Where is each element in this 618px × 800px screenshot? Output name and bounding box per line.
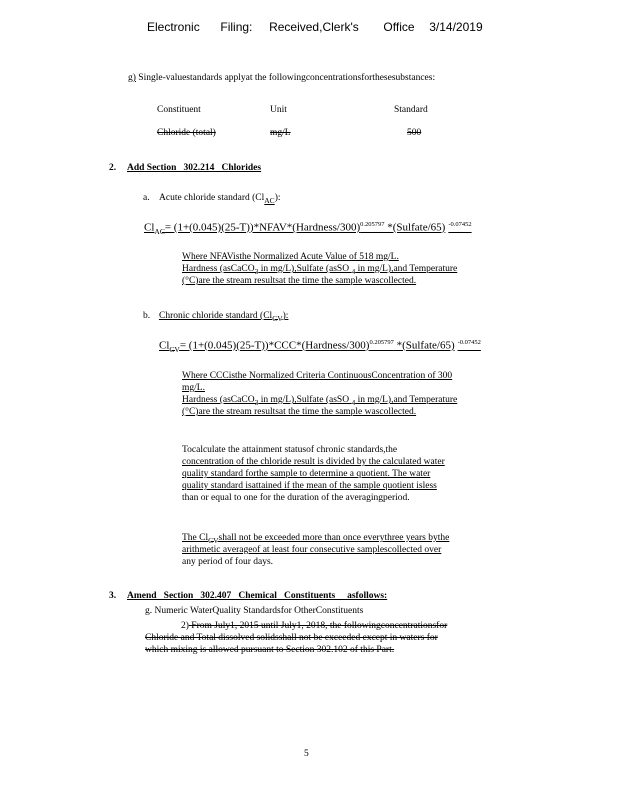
item-g-intro (128, 73, 435, 83)
exceedance-line-2: arithmetic averageof at least four consecutive samplescollected over (182, 545, 442, 555)
chronic-hardness-line (182, 394, 457, 406)
exceedance-line-3: any period of four days. (182, 557, 274, 567)
table-header-standard: Standard (394, 105, 428, 115)
acute-formula-sub: AC (154, 226, 165, 236)
attainment-line-3: quality standard forthe sample to determine a quotient. The water (182, 469, 431, 479)
item-g-marker: g) (128, 73, 136, 83)
section-3-number: 3. (109, 591, 117, 601)
chronic-where-block (182, 370, 457, 418)
filing-header (147, 20, 483, 34)
item-b-marker: b. (143, 311, 151, 321)
attainment-line-5: than or equal to one for the duration of the averagingperiod. (182, 493, 410, 503)
section-3-item-2 (145, 620, 447, 656)
table-header-unit: Unit (270, 105, 287, 115)
acute-formula-mid: = (1+(0.045)(25-T))*NFAV*(Hardness/300) (164, 221, 361, 234)
acute-formula-cl: Cl (144, 221, 155, 234)
page-number: 5 (304, 749, 309, 759)
acute-formula (144, 221, 472, 236)
item-g-text: Single-valuestandards applyat the followingconcentrationsforthesesubstances: (138, 73, 436, 83)
header-office: Office (383, 20, 415, 34)
item-a-label (159, 193, 281, 205)
attainment-line-4: quality standard isattained if the mean of the sample quotient isless (182, 481, 437, 491)
chronic-where-line-2: mg/L. (182, 383, 205, 393)
item-2-line-1 (145, 620, 447, 632)
header-electronic: Electronic (147, 20, 200, 34)
chronic-where-line-1: Where CCCisthe Normalized Criteria ContinuousConcentration of 300 (182, 371, 453, 381)
header-date: 3/14/2019 (429, 20, 483, 34)
chronic-hardness-sub1: 3 (254, 397, 259, 407)
header-filing: Filing: (220, 20, 253, 34)
exceedance-text: shall not be exceeded more than once everythree years bythe (218, 533, 450, 543)
table-header-constituent: Constituent (157, 105, 201, 115)
chronic-temp-line: (°C)are the stream resultsat the time the sample wascollected. (182, 407, 417, 417)
item-a-marker: a. (143, 193, 150, 203)
chronic-hardness-mid: in mg/L),Sulfate (asSO (258, 395, 352, 405)
chronic-hardness-pre: Hardness (asCaCO (182, 395, 255, 405)
item-b-label-sub: CV (272, 313, 283, 323)
section-3-g-line: g. Numeric WaterQuality Standardsfor OtherConstituents (145, 606, 364, 616)
chronic-hardness-post: in mg/L),and Temperature (355, 395, 458, 405)
item-a-label-text: Acute chloride standard (Cl (159, 193, 265, 203)
acute-hardness-sub2: 4 (351, 266, 356, 276)
attainment-line-1: Tocalculate the attainment statusof chronic standards,the (182, 445, 398, 455)
item-2-line-2: Chloride and Total dissolved solidsshall not be exceeded except in waters for (145, 633, 438, 643)
chronic-formula-mid: = (1+(0.045)(25-T))*CCC*(Hardness/300) (179, 339, 370, 352)
acute-hardness-mid: in mg/L),Sulfate (asSO (258, 264, 352, 274)
table-cell-unit: mg/L (270, 128, 291, 138)
acute-where-line-1: Where NFAVisthe Normalized Acute Value of 518 mg/L. (182, 252, 399, 262)
item-2-text-1: From July1, 2015 until July1, 2018, the followingconcentrationsfor (191, 621, 448, 631)
item-a-label-sub: AC (264, 195, 275, 205)
item-2-line-3: which mixing is allowed pursuant to Section 302.102 of this Part. (145, 645, 395, 655)
item-b-label (159, 311, 288, 323)
acute-where-line-3: (°C)are the stream resultsat the time the sample wascollected. (182, 276, 417, 286)
chronic-hardness-sub2: 4 (351, 397, 356, 407)
acute-formula-exp1: 0.205797 (360, 221, 385, 228)
item-2-number: 2) (181, 621, 189, 631)
exceedance-pre: The Cl (182, 533, 209, 543)
chronic-formula-sub: CV (169, 344, 180, 354)
chronic-formula-exp2: -0.07452 (457, 339, 481, 346)
acute-formula-exp2: -0.07452 (448, 221, 472, 228)
item-b-label-text: Chronic chloride standard (Cl (159, 311, 273, 321)
header-received: Received,Clerk's (269, 20, 359, 34)
acute-where-block (182, 251, 457, 287)
acute-hardness-line (182, 263, 457, 275)
item-a-label-post: ): (274, 193, 281, 203)
exceedance-line-1 (182, 532, 449, 544)
section-2-title: Add Section 302.214 Chlorides (127, 163, 262, 173)
chronic-attainment-paragraph (182, 444, 445, 504)
chronic-formula-mid2: *(Sulfate/65) (393, 339, 455, 352)
table-cell-standard: 500 (407, 128, 422, 138)
table-cell-constituent: Chloride (total) (157, 128, 216, 138)
chronic-formula-exp1: 0.205797 (369, 339, 394, 346)
attainment-line-2: concentration of the chloride result is divided by the calculated water (182, 457, 445, 467)
section-3-title: Amend Section 302.407 Chemical Constituents asfollows: (127, 591, 388, 601)
acute-formula-mid2: *(Sulfate/65) (384, 221, 446, 234)
chronic-formula (159, 339, 481, 354)
chronic-exceedance-paragraph (182, 532, 449, 568)
acute-hardness-sub1: 3 (254, 266, 259, 276)
item-b-label-post: ): (282, 311, 289, 321)
chronic-formula-cl: Cl (159, 339, 170, 352)
section-2-number: 2. (109, 163, 117, 173)
exceedance-sub: CV (208, 535, 219, 545)
acute-hardness-pre: Hardness (asCaCO (182, 264, 255, 274)
acute-hardness-post: in mg/L),and Temperature (355, 264, 458, 274)
